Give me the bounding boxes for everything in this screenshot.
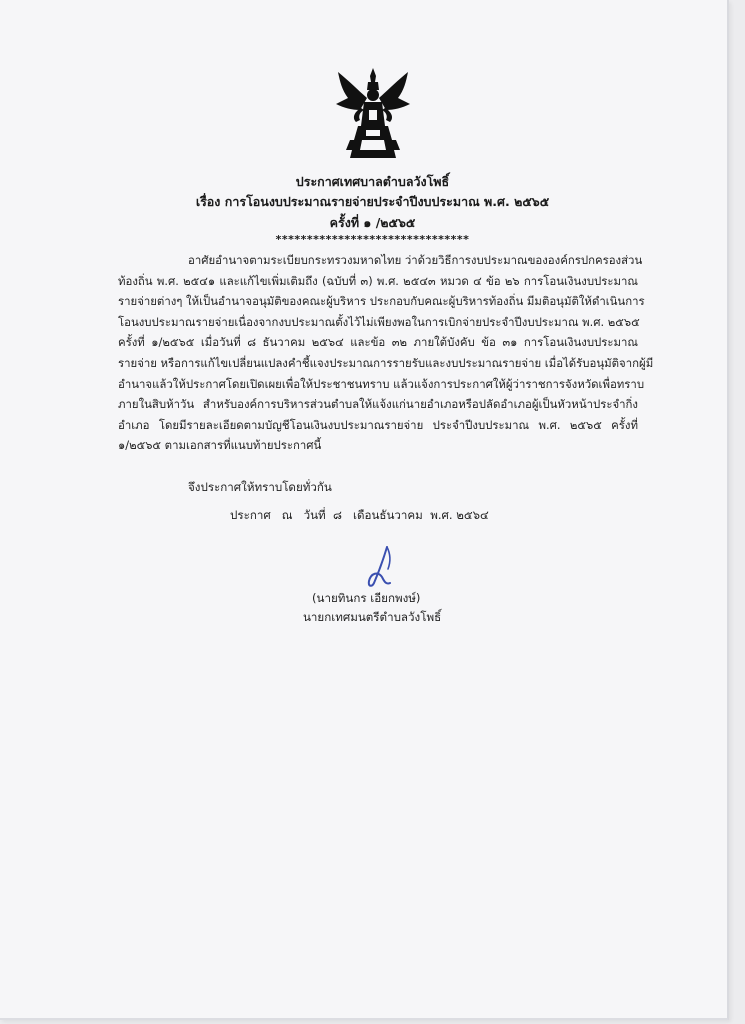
body-line: อาศัยอำนาจตามระเบียบกระทรวงมหาดไทย ว่าด้วยวิธีการงบประมาณขององค์กรปกครองส่วน: [188, 253, 643, 267]
signer-position: นายกเทศมนตรีตำบลวังโพธิ์: [303, 610, 442, 624]
body-line: ท้องถิ่น พ.ศ. ๒๕๔๑ และแก้ไขเพิ่มเติมถึง (ฉบับที่ ๓) พ.ศ. ๒๕๔๓ หมวด ๔ ข้อ ๒๖ การโอนเงินงบประมาณ: [118, 273, 638, 288]
body-line: ภายในสิบห้าวัน สำหรับองค์การบริหารส่วนตำบลให้แจ้งแก่นายอำเภอหรือปลัดอำเภอผู้เป็นหัวหน้าประจำกิ่ง: [118, 397, 638, 412]
body-line: อำนาจแล้วให้ประกาศโดยเปิดเผยเพื่อให้ประชาชนทราบ แล้วแจ้งการประกาศให้ผู้ว่าราชการจังหวัดเพื่อทราบ: [118, 376, 645, 391]
announcement-number: ครั้งที่ ๑ /๒๕๖๕: [329, 215, 416, 230]
closing-statement: จึงประกาศให้ทราบโดยทั่วกัน: [188, 480, 332, 494]
announcement-subject: เรื่อง การโอนงบประมาณรายจ่ายประจำปีงบประมาณ พ.ศ. ๒๕๖๕: [195, 194, 550, 209]
signer-name: (นายทินกร เอียกพงษ์): [312, 591, 421, 605]
body-line: รายจ่าย หรือการแก้ไขเปลี่ยนแปลงคำชี้แจงประมาณการรายรับและงบประมาณรายจ่าย เมื่อได้รับอนุมัติจากผู้มี: [118, 355, 654, 370]
divider-stars: *******************************: [275, 233, 470, 246]
garuda-emblem-icon: [330, 66, 416, 162]
announcement-org-title: ประกาศเทศบาลตำบลวังโพธิ์: [295, 174, 450, 189]
body-line: โอนงบประมาณรายจ่ายเนื่องจากงบประมาณตั้งไว้ไม่เพียงพอในการเบิกจ่ายประจำปีงบประมาณ พ.ศ. ๒๕๖๕: [118, 314, 640, 329]
announcement-date: ประกาศ ณ วันที่ ๘ เดือนธันวาคม พ.ศ. ๒๕๖๔: [230, 508, 489, 522]
announcement-body: [118, 250, 654, 456]
body-line: ๑/๒๕๖๕ ตามเอกสารที่แนบท้ายประกาศนี้: [118, 438, 322, 453]
body-line: รายจ่ายต่างๆ ให้เป็นอำนาจอนุมัติของคณะผู้บริหาร ประกอบกับคณะผู้บริหารท้องถิ่น มีมติอนุมัติให้ดำเนินการ: [118, 294, 645, 309]
handwritten-signature: [360, 543, 400, 593]
body-line: อำเภอ โดยมีรายละเอียดตามบัญชีโอนเงินงบประมาณรายจ่าย ประจำปีงบประมาณ พ.ศ. ๒๕๖๕ ครั้งที่: [118, 417, 638, 432]
body-line: ครั้งที่ ๑/๒๕๖๕ เมื่อวันที่ ๘ ธันวาคม ๒๕๖๔ และข้อ ๓๒ ภายใต้บังคับ ข้อ ๓๑ การโอนเงินงบประมาณ: [118, 335, 638, 350]
